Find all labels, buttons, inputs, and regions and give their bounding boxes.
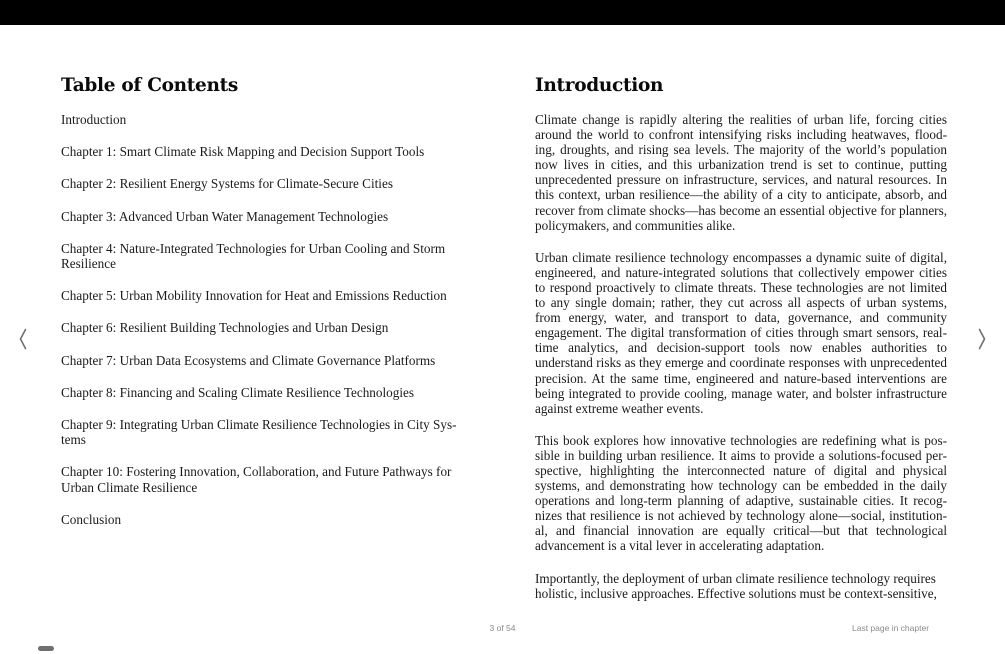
previous-page-button[interactable] bbox=[13, 325, 33, 353]
top-bar bbox=[0, 0, 1005, 25]
paragraph: Importantly, the deployment of urban climate resilience technology requires holistic, inclusive approaches. Effective solutions must be context-sensitive, bbox=[535, 570, 937, 601]
toc-item-chapter-2[interactable]: Chapter 2: Resilient Energy Systems for Climate-Secure Cities bbox=[61, 176, 393, 192]
toc-item-chapter-5[interactable]: Chapter 5: Urban Mobility Innovation for Heat and Emissions Reduction bbox=[61, 288, 447, 304]
toc-item-chapter-1[interactable]: Chapter 1: Smart Climate Risk Mapping and Decision Support Tools bbox=[61, 144, 425, 160]
chevron-left-icon bbox=[18, 328, 28, 350]
chapter-status: Last page in chapter bbox=[852, 623, 930, 633]
toc-item-chapter-4[interactable]: Chapter 4: Nature-Integrated Technologies for Urban Cooling and Storm Resilience bbox=[61, 240, 446, 272]
chapter-title: Introduction bbox=[535, 75, 664, 96]
left-page bbox=[61, 74, 461, 544]
chevron-right-icon bbox=[977, 328, 987, 350]
toc-item-chapter-6[interactable]: Chapter 6: Resilient Building Technologies and Urban Design bbox=[61, 320, 389, 336]
toc-title: Table of Contents bbox=[61, 75, 239, 96]
paragraph: Urban climate resilience technology encompasses a dynamic suite of digital, engineered, and nature-integrated solutions that collectively empower cities to respond proactively to climate threats. These technologies are not limited to any single domain; rather, they cut across all aspects of urban systems, from energy, water, and transport to data, governance, and community engagement. The digital transformation of cities through smart sensors, real-time analytics, and decision-support tools now enables authorities to understand risks as they emerge and coordinate responses with unprecedented precision. At the same time, engineered and nature-based interventions are being integrated to provide cooling, manage water, and bolster infrastructure against extreme weather events. bbox=[535, 249, 947, 416]
page-indicator: 3 of 54 bbox=[489, 623, 516, 633]
toc-item-chapter-7[interactable]: Chapter 7: Urban Data Ecosystems and Climate Governance Platforms bbox=[61, 352, 436, 368]
toc-item-chapter-3[interactable]: Chapter 3: Advanced Urban Water Management Technologies bbox=[61, 208, 389, 224]
paragraph: This book explores how innovative technologies are redefining what is possible in building urban resilience. It aims to provide a solutions-focused perspective, highlighting the interconnected nature of digital and physical systems, and demonstrating how technology can be embedded in the daily operations and long-term planning of adaptive, sustainable cities. It recognizes that resilience is not achieved by technology alone—social, institutional, and financial innovation are equally critical—but that technological advancement is a vital lever in accelerating adaptation. bbox=[535, 432, 947, 554]
right-page bbox=[535, 74, 947, 618]
paragraph: Climate change is rapidly altering the realities of urban life, forcing cities around the world to confront intensifying risks including heatwaves, flooding, droughts, and rising sea levels. The majority of the world’s population now lives in cities, and this urbanization trend is set to continue, putting unprecedented pressure on infrastructure, services, and natural resources. In this context, urban resilience—the ability of a city to anticipate, absorb, and recover from climate shocks—has become an essential objective for planners, policymakers, and communities alike. bbox=[535, 112, 947, 233]
table-of-contents bbox=[61, 112, 461, 527]
next-page-button[interactable] bbox=[972, 325, 992, 353]
toc-item-conclusion[interactable]: Conclusion bbox=[61, 511, 122, 527]
toc-item-chapter-10[interactable]: Chapter 10: Fostering Innovation, Collaboration, and Future Pathways for Urban Climate Resilience bbox=[61, 464, 452, 495]
scroll-indicator[interactable] bbox=[38, 646, 54, 651]
toc-item-introduction[interactable]: Introduction bbox=[61, 112, 127, 127]
toc-item-chapter-9[interactable]: Chapter 9: Integrating Urban Climate Resilience Technologies in City Systems bbox=[61, 417, 457, 448]
chapter-body bbox=[535, 112, 947, 601]
toc-item-chapter-8[interactable]: Chapter 8: Financing and Scaling Climate Resilience Technologies bbox=[61, 384, 414, 400]
